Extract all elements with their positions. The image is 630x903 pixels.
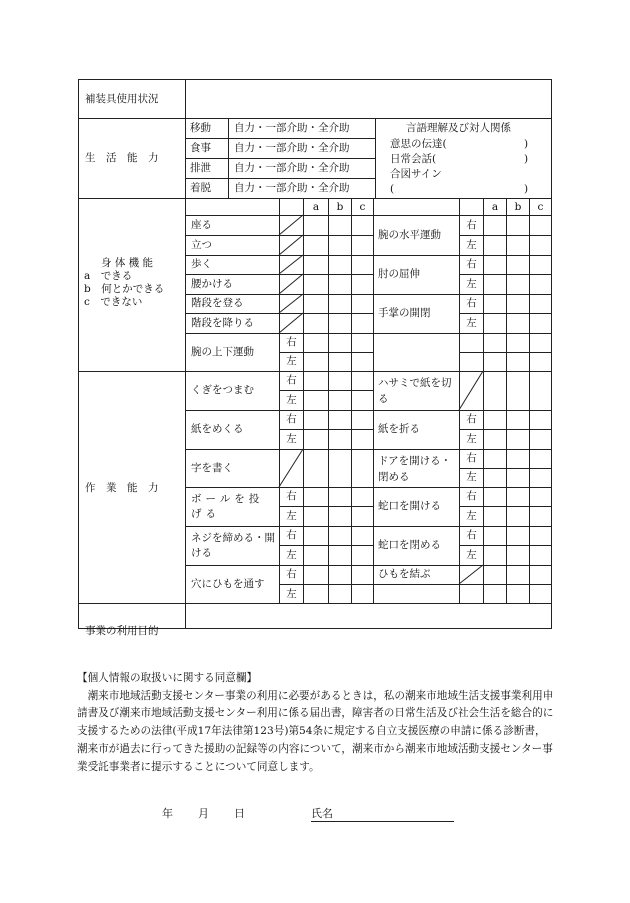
body-item-arm-updown: 腕の上下運動: [191, 346, 254, 358]
side-left: 左: [286, 394, 297, 406]
name-field[interactable]: [311, 821, 454, 822]
side-left: 左: [286, 510, 297, 522]
work-item-throw-ball: ボールを投げる: [191, 493, 264, 520]
section-line-2: [78, 198, 552, 199]
living-ability-label: 生 活 能 力: [85, 152, 159, 164]
work-item-pinch-nail: くぎをつまむ: [191, 384, 254, 396]
purpose-label: 事業の利用目的: [85, 625, 159, 637]
side-left: 左: [466, 278, 477, 290]
side-left: 左: [466, 239, 477, 251]
side-left: 左: [286, 588, 297, 600]
body-item-sit: 座る: [191, 219, 212, 231]
communication-label: 意思の伝達(: [390, 138, 447, 150]
slash: [279, 313, 303, 333]
living-item-label: 移動: [190, 122, 211, 134]
work-item-screw: ネジを締める・開ける: [191, 532, 275, 559]
purpose-field[interactable]: [186, 604, 551, 628]
side-right: 右: [466, 490, 477, 502]
side-right: 右: [466, 413, 477, 425]
signal-sign-open: (: [390, 183, 395, 195]
body-item-stairs-down: 階段を降りる: [191, 317, 254, 329]
side-right: 右: [466, 452, 477, 464]
side-right: 右: [286, 413, 297, 425]
work-item-door: ドアを開ける・閉める: [378, 455, 452, 483]
work-item-open-tap: 蛇口を開ける: [378, 500, 441, 512]
label-column-divider: [185, 79, 186, 629]
living-item-label: 着脱: [190, 182, 211, 194]
living-item-options[interactable]: 自力・一部介助・全介助: [234, 182, 350, 194]
side-right: 右: [466, 258, 477, 270]
side-left: 左: [466, 471, 477, 483]
slash: [279, 294, 303, 313]
side-right: 右: [286, 336, 297, 348]
work-item-tie-string: ひもを結ぶ: [378, 568, 431, 580]
side-left: 左: [286, 355, 297, 367]
slash: [459, 371, 483, 410]
body-item-elbow: 肘の屈伸: [378, 268, 420, 280]
work-item-turn-paper: 紙をめくる: [191, 423, 244, 435]
living-item-options[interactable]: 自力・一部介助・全介助: [234, 122, 350, 134]
slash: [279, 255, 303, 274]
section-line-1: [78, 118, 552, 119]
slash: [279, 215, 303, 235]
communication-close: ): [524, 138, 529, 150]
physical-function-label: 身 体 機 能 a できる b 何とかできる c できない: [84, 257, 165, 308]
consent-body: 潮来市地域活動支援センター事業の利用に必要があるときは，私の潮来市地域生活支援事業利用申請書及び潮来市地域活動支援センター利用に係る届出書，障害者の日常生活及び社会生活を総合的に支援するための法律(平成17年法律第123号)第54条に規定する自立支援医療の申請に係る診断書，潮来市が過去に行ってきた援助の記録等の内容について，潮来市から潮来市地域活動支援センター事業受託事業者に提示することについて同意します。: [77, 689, 554, 773]
side-left: 左: [286, 433, 297, 445]
daily-conversation-label: 日常会話(: [390, 153, 437, 165]
side-left: 左: [466, 510, 477, 522]
side-left: 左: [466, 549, 477, 561]
date-year[interactable]: 年: [162, 807, 173, 820]
grade-header-b: b: [514, 201, 522, 213]
grade-header-a: a: [491, 201, 499, 213]
assessment-form: [78, 79, 552, 637]
work-item-cut-paper: ハサミで紙を切る: [378, 377, 452, 405]
consent-section: [77, 670, 555, 776]
work-item-write: 字を書く: [191, 462, 233, 474]
grade-header-a: a: [312, 201, 320, 213]
side-right: 右: [466, 529, 477, 541]
frame-left: [78, 79, 79, 629]
side-right: 右: [286, 490, 297, 502]
body-item-walk: 歩く: [191, 258, 212, 270]
work-item-close-tap: 蛇口を閉める: [378, 539, 441, 551]
assistive-device-field[interactable]: [186, 80, 551, 118]
grade-header-b: b: [336, 201, 344, 213]
body-item-palm: 手掌の開閉: [378, 307, 431, 319]
side-right: 右: [286, 374, 297, 386]
living-item-options[interactable]: 自力・一部介助・全介助: [234, 162, 350, 174]
slash: [459, 565, 483, 584]
date-day[interactable]: 日: [234, 807, 245, 820]
grade-header-c: c: [537, 201, 544, 213]
slash: [279, 274, 303, 294]
signal-sign-label: 合図サイン: [390, 168, 442, 180]
signal-sign-close: ): [524, 183, 529, 195]
side-left: 左: [466, 317, 477, 329]
slash: [279, 235, 303, 255]
living-item-label: 食事: [190, 142, 211, 154]
side-left: 左: [286, 549, 297, 561]
consent-heading: 【個人情報の取扱いに関する同意欄】: [77, 672, 258, 684]
assistive-device-label: 補装具使用状況: [85, 93, 159, 105]
work-item-fold-paper: 紙を折る: [378, 423, 420, 435]
section-line-3: [78, 371, 552, 372]
side-right: 右: [466, 219, 477, 231]
side-left: 左: [466, 433, 477, 445]
body-item-sit-down: 腰かける: [191, 278, 233, 290]
work-ability-label: 作 業 能 力: [85, 482, 159, 494]
slash: [279, 449, 303, 487]
body-item-stand: 立つ: [191, 239, 212, 251]
side-right: 右: [466, 297, 477, 309]
work-item-thread-hole: 穴にひもを通す: [191, 578, 265, 590]
living-item-options[interactable]: 自力・一部介助・全介助: [234, 142, 350, 154]
name-label: 氏名: [311, 807, 333, 820]
body-item-stairs-up: 階段を登る: [191, 297, 244, 309]
daily-conversation-close: ): [524, 153, 529, 165]
side-right: 右: [286, 568, 297, 580]
language-relations-title: 言語理解及び対人関係: [406, 122, 511, 134]
frame-right: [551, 79, 552, 629]
date-month[interactable]: 月: [198, 807, 209, 820]
body-item-arm-horizontal: 腕の水平運動: [378, 229, 441, 241]
grade-header-c: c: [359, 201, 366, 213]
living-item-label: 排泄: [190, 162, 211, 174]
side-right: 右: [286, 529, 297, 541]
